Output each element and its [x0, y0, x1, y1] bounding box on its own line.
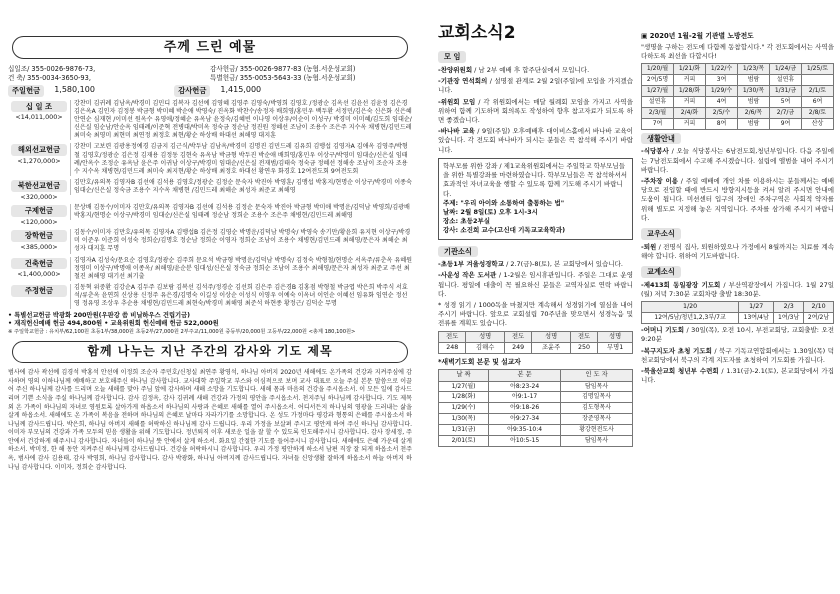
reading-table [438, 331, 633, 355]
service-row [642, 118, 834, 129]
service-cell: 2/4/화 [674, 108, 706, 119]
service-cell: 2/8/토 [802, 108, 834, 119]
section-members: 교우소식 [641, 228, 681, 240]
roster-row [439, 436, 633, 447]
service-cell: 1/23/목 [738, 64, 770, 75]
service-cell: 범람 [738, 97, 770, 108]
roster-cell: 1/28(화) [439, 392, 489, 403]
account-b: 특별헌금/ 355-0053-5643-33 (농협.서운성교회) [210, 74, 356, 83]
service-title: ▣ 2020년 1월-2월 기관별 노방전도 [641, 32, 754, 40]
stat-header: 전도 [570, 331, 597, 342]
group-label: 장학헌금 [11, 230, 67, 242]
group-label: 해외선교헌금 [11, 144, 67, 156]
service-cell: 1/31/금 [770, 86, 802, 97]
lecture-speaker: 강사: 소진희 교수(고신대 기독교교육학과) [443, 226, 566, 235]
service-cell [802, 75, 834, 86]
service-cell: 5여 [770, 97, 802, 108]
members-list [641, 243, 834, 261]
church-world-item: -북울산교회 청년부 수련회 / 1.31(금)-2.1(토), 본교회당에서 가집니다. [641, 367, 834, 385]
service-cell: 4여 [706, 97, 738, 108]
roster-cell: 1/27(월) [439, 381, 489, 392]
roster-cell: 아10:5-15 [489, 436, 561, 447]
roster-row [439, 392, 633, 403]
group-label: 건축헌금 [11, 258, 67, 270]
service-table [641, 63, 834, 129]
note-line: ※ 주일학교헌금 : 유치부/62,100원 초등1부/38,000원 초등2부/27,000원 2부주교/11,000원 중등부/20,000원 고등부/22,000원 <총계 180,100원> [8, 329, 356, 336]
moim-item-head: -위원회 모임 [438, 97, 476, 106]
offering-group [8, 143, 412, 176]
section-life: 생활안내 [641, 133, 681, 145]
group-amount: <320,000> [20, 192, 58, 201]
moim-item: -찬양위원회 / 남 2부 예배 후 합주단실에서 모입니다. [438, 65, 590, 74]
service-cell: 1/28/화 [674, 86, 706, 97]
group-names: 김만호/유의목 김영자B 김선애 김석용 김영호/정광순 김정순 문숙자 박진아 박영훈/ 김맹섭 박홍지/현명순 이상구/박경미 이종숙 임대순/신은실 정숙금 조용수 지수옥 채병현 /김민드레 최해순 최성자 최준교 최해영 [70, 179, 412, 195]
group-header [8, 100, 70, 122]
lecture-place: 장소: 초등2부실 [443, 217, 491, 226]
prayer-cell: 12여/5남/청년1,2,3부/7교 [642, 313, 739, 324]
service-cell: 1/21/화 [674, 64, 706, 75]
roster-header: 인 도 자 [561, 370, 633, 381]
dawn-prayer-table [438, 369, 633, 447]
roster-cell: 아9:35-10:4 [489, 425, 561, 436]
prayer-rotation-table [641, 301, 834, 324]
roster-row [439, 414, 633, 425]
group-label: 십 일 조 [11, 101, 67, 113]
roster-row [439, 381, 633, 392]
group-header [8, 179, 70, 201]
service-row [642, 86, 834, 97]
church-world-item: -제413회 동일광장 기도회 / 부산역광장에서 가집니다. 1월 27일(월) 저녁 7:30분 교회차량 출발 18:30분. [641, 280, 834, 298]
church-world-item-head: -제413회 동일광장 기도회 [641, 280, 721, 289]
group-header [8, 257, 70, 279]
prayer-header: 1/20 [642, 301, 739, 312]
life-list [641, 147, 834, 223]
stat-header: 성명 [598, 331, 633, 342]
service-cell: 8여 [706, 118, 738, 129]
service-cell: 3여 [706, 75, 738, 86]
account-a: 십일조/ 355-0026-9876-73, [8, 65, 96, 74]
roster-header: 날 짜 [439, 370, 489, 381]
right-page [430, 0, 840, 594]
total-label-sunday: 주일헌금 [8, 85, 44, 97]
service-cell: 1/30/목 [738, 86, 770, 97]
lecture-topic: 주제: "우리 아이와 소통하여 출통하는 법" [443, 198, 565, 207]
service-row [642, 75, 834, 86]
group-names: 김영자A 김성숙/문요순 김영호/정광순 김주희 문요석 박금형 박명운/김덕남 박명숙/ 김정숙 박형철/현명순 서옥주/류춘옥 유혜원 정영미 이상구/박명애 이종옥/ 최해영/윤순분 임대성/신은실 정숙금 정희순 조남이 조용수 최해영/문은자 최성자 최준교 주선 최철진 최해영 대기선 최기출 [70, 257, 412, 281]
service-cell: 1/25/토 [802, 64, 834, 75]
group-amount: <14,011,000> [15, 113, 63, 122]
service-intro: "생명을 구하는 전도에 다함께 동참합시다." 각 전도회에서는 사역을 다하도록 최선을 다합시다! [641, 42, 834, 61]
prayer-cell: 13여/4남 [739, 313, 774, 324]
moim-item: -기관장 연석회의 / 설명절 관계로 2월 2일(주일)에 모입을 가지겠습니다. [438, 77, 633, 95]
roster-cell: 2/01(토) [439, 436, 489, 447]
right-col-1 [438, 22, 633, 447]
roster-cell: 담임목사 [561, 436, 633, 447]
roster-cell: 1/29(수) [439, 403, 489, 414]
prayer-header: 2/3 [774, 301, 804, 312]
group-amount: <385,000> [20, 242, 58, 251]
group-header [8, 143, 70, 165]
roster-row [439, 425, 633, 436]
total-amount-thanks: 1,415,000 [220, 85, 262, 95]
stat-header: 전도 [504, 331, 531, 342]
roster-cell: 아9:18-26 [489, 403, 561, 414]
group-names: 김동혁 위중환 김강순A 김두주 김보람 김복선 김석주/정경순 김선희 김은주 김은경B 김홍점 박형철 박금엽 박은희 박주식 서효석/류춘옥 윤연희 신상용 신정주 유은경/김명숙 이길성 이상순 이성식 이영우 이예숙 이옥녀 이인순 이혜선 임유화 임연순 정선영 정유영 조상우 추순용 채병현/김민드레 최현숙/박경미 최해영 최준석 하현종 황정근/ 김덕순 무명 [70, 284, 412, 308]
service-cell: 2/3/월 [642, 108, 674, 119]
roster-cell: 아8:23-24 [489, 381, 561, 392]
stat-cell: 무명1 [598, 342, 633, 353]
church-world-item: -복구지도자 초청 기도회 / 북구 기독교연합회에서는 1.30일(목) 덕천교회당에서 북구의 각계 지도자를 초청하여 기도회를 가집니다. [641, 346, 834, 364]
group-header [8, 284, 70, 297]
service-cell: 커피 [674, 75, 706, 86]
roster-cell: 1/31(금) [439, 425, 489, 436]
service-cell: 1/22/수 [706, 64, 738, 75]
account-row [8, 74, 412, 83]
service-cell: 2/1/토 [802, 86, 834, 97]
offering-group [8, 284, 412, 308]
stat-cell: 248 [439, 342, 466, 353]
life-item-head: -식당봉사 [641, 147, 669, 156]
group-names: 문상배 김동수/이미자 김만호/유의목 김영자B 김선애 김석용 김정순 문숙자 박진아 박금형 박미애 박명운/김덕남 박영희/김광배 박홍지/현명순 이상구/박경미 임대순/신은실 임태례 정순남 정희순 조용수 조은주 채병현/김민드레 최해영 [70, 204, 412, 220]
service-cell: 1/20/월 [642, 64, 674, 75]
essay-title: 함께 나누는 지난 주간의 감사와 기도 제목 [12, 341, 408, 363]
roster-cell: 아9:27-34 [489, 414, 561, 425]
total-amount-sunday: 1,580,100 [54, 85, 95, 95]
offering-group [8, 229, 412, 253]
right-col-2 [641, 28, 834, 447]
section-church-world: 교계소식 [641, 266, 681, 278]
totals-row [8, 85, 412, 97]
service-cell: 커피 [674, 118, 706, 129]
church-world-item-head: -어머니 기도회 [641, 326, 685, 335]
offering-notes [8, 312, 412, 337]
roster-cell: 아9:1-17 [489, 392, 561, 403]
service-row [642, 108, 834, 119]
stat-header: 성명 [466, 331, 504, 342]
group-names: 김동수/이미자 김만호/유의목 김영자A 김맹섭B 김은정 김영순 박명운/김덕남 박명숙/ 박영숙 송기만/황윤희 유지현 이상구/박경미 이준우 이준희 이성숙 정희순/김명호 정순남 정희순 이영자 정희순 조남이 조용수 채병현/김민드레 최해영/문은자 최해순 최성자 대지훈 무명 [70, 229, 412, 253]
roster-cell: 김도형목사 [561, 403, 633, 414]
prayer-header: 1/27 [739, 301, 774, 312]
group-label: 구제헌금 [11, 205, 67, 217]
bible-reading-note: * 성경 읽기 / 1000독을 마쳤지만 계속해서 성경읽기에 열심을 내어 주시기 바랍니다. 앞으로 교회설립 70주년을 맞으면서 성경녹음 및 전류를 계획도 있습니다. [438, 301, 633, 328]
service-cell: 2/7/금 [770, 108, 802, 119]
moim-item-head: -기관장 연석회의 [438, 77, 488, 86]
member-item-head: -퇴원 [641, 242, 657, 251]
stat-cell: 249 [504, 342, 531, 353]
service-cell: 산상 [802, 118, 834, 129]
group-names: 강찬미 고보련 김광용정예경 김금지 김근식/박두남 김남옥/박경미 김명진 김민드레 김유희 김맹섭 김영자A 김애옥 김영주/박형철 김영호/정광순 김은정 김재용 김정동 김현숙 유옥남 박금형 박두진 박순애 배희영/홍민우 이상구/박영미 임대순/신은실 임태례/안옥수 조정순 유옥남 윤은주 이귀남 이상구/박경미 임대순/신은실 전재범/김태숙 정숙금 정혜선 정해송 조남이 조순자 조용수 지수옥 채병현/김민드레 최미숙 최지현/황순 하상배 최정호 하대선 황연우 화경호 12여전도회 9여전도회 [70, 143, 412, 176]
church-world-list [641, 281, 834, 299]
service-cell: 설연휴 [642, 97, 674, 108]
stat-cell: 250 [570, 342, 597, 353]
stat-header: 전도 [439, 331, 466, 342]
giwon-item-head: -초등1부 겨울성경학교 [438, 260, 504, 269]
service-cell: 9여 [770, 118, 802, 129]
prayer-cell: 2여/2남 [804, 313, 834, 324]
lecture-date: 날짜: 2월 8일(토) 오후 1시-3시 [443, 208, 538, 216]
group-amount: <1,270,000> [17, 156, 61, 165]
giwon-item: -초등1부 겨울성경학교 / 2.7(금)-8(토), 본 교회당에서 있습니다. [438, 260, 623, 269]
moim-item: -바나바 교육 / 9일(주일) 오후예배후 대이비스홀에서 바나바 교육이 있습니다. 각 전도회 바나바가 되시는 분들은 꼭 참석해 주시기 바랍니다. [438, 127, 634, 154]
roster-cell: 김명일목사 [561, 392, 633, 403]
account-row [8, 65, 412, 74]
service-cell: 7여 [642, 118, 674, 129]
life-item: -식당봉사 / 오늘 식당봉사는 6남전도회,청년부입니다. 다음 주일에는 7남전도회에서 수고해 주시겠습니다. 설립에 앨범을 내어 주시기 바랍니다. [641, 147, 834, 174]
news-title: 교회소식2 [438, 23, 516, 43]
moim-item-head: -바나바 교육 [438, 127, 475, 136]
note-line: • 재직헌신예배 헌금 494,800원 • 교육위원회 헌신예배 헌금 522,000원 [8, 320, 219, 328]
stat-header: 성명 [532, 331, 570, 342]
total-label-thanks: 감사헌금 [174, 85, 210, 97]
service-row [642, 64, 834, 75]
service-cell: 범람 [738, 118, 770, 129]
stat-cell: 조윤주 [532, 342, 570, 353]
service-cell: 6여 [802, 97, 834, 108]
parent-lecture-box [438, 158, 633, 240]
prayer-header: 2/10 [804, 301, 834, 312]
moim-item-head: -찬양위원회 [438, 65, 473, 74]
church-world-item-head: -복구지도자 초청 기도회 [641, 346, 712, 355]
service-row [642, 97, 834, 108]
service-cell: 2여/5명 [642, 75, 674, 86]
roster-cell: 황강현전도사 [561, 425, 633, 436]
service-cell: 1/29/수 [706, 86, 738, 97]
roster-row [439, 403, 633, 414]
offering-groups [8, 100, 412, 309]
account-a: 건 축/ 355-0034-3650-93, [8, 74, 91, 83]
service-cell: 커피 [674, 97, 706, 108]
note-line: • 특별선교헌금 박광화 200만원(우판강 씀 비닐하우스 건립기금) [8, 311, 191, 319]
life-item: -주차장 이용 / 주일 예배에 개인 차를 이용하시는 분들께서는 예배당으로 진입할 때에 반드시 방향지시등을 켜서 알려 주시면 안내에 도움이 됩니다. 미션센터 입구의 장애인 주차구역은 사회적 약자를 위해 별도로 지정해 놓은 지역입니다. 주차를 삼가해 주시기 바랍니다. [641, 177, 834, 222]
service-cell: 1/24/금 [770, 64, 802, 75]
lecture-intro: 학부모를 위한 강좌 / 제1교육위원회에서는 주일학교 학부모님들을 위한 특별강좌를 마련하였습니다. 학부모님들은 꼭 참석하셔서 효과적인 자녀교육을 행할 수 있도록 함께 기도해 주시기 바랍니다. [443, 161, 627, 198]
account-b: 감사헌금/ 355-0026-9877-83 (농협.서운성교회) [210, 65, 356, 74]
service-cell: 2/5/수 [706, 108, 738, 119]
service-cell: 설연휴 [770, 75, 802, 86]
offering-group [8, 179, 412, 201]
group-label: 북한선교헌금 [11, 180, 67, 192]
roster-cell: 담임목사 [561, 381, 633, 392]
church-world-item: -어머니 기도회 / 30일(목), 오전 10시, 부전교회당, 교회출발: 오전 9:20분 [641, 326, 834, 344]
group-label: 주정헌금 [11, 285, 67, 297]
roster-title: *새벽기도회 본문 및 설교자 [438, 358, 521, 367]
life-item-head: -주차장 이용 [641, 177, 679, 185]
moim-list [438, 66, 633, 155]
prayer-cell: 1여/3남 [774, 313, 804, 324]
offering-group [8, 204, 412, 226]
group-header [8, 204, 70, 226]
offerings-title: 주께 드린 예물 [12, 36, 408, 59]
service-cell: 범람 [738, 75, 770, 86]
giwon-item: -사운성 작은 도서관 / 1-2월은 임시휴관입니다. 주일은 그대로 운영됩니다. 평일에 대출이 꼭 필요하신 분들은 교역자실로 연락 바랍니다. [438, 271, 633, 298]
section-moim: 모 임 [438, 51, 466, 63]
giwon-item-head: -사운성 작은 도서관 [438, 271, 497, 280]
moim-item: -위원회 모임 / 각 위원회에서는 매달 월례회 모임을 가지고 사역을 위하여 함께 기도하며 회의록도 작성하여 향후 참고자료가 되도록 하면 좋겠습니다. [438, 97, 633, 125]
church-world-list-2 [641, 326, 834, 385]
offering-group [8, 100, 412, 141]
roster-header: 본 문 [489, 370, 561, 381]
service-cell: 2/6/목 [738, 108, 770, 119]
giwon-list [438, 260, 633, 299]
group-amount: <1,400,000> [17, 270, 61, 279]
group-names: 강찬미 김귀례 김남옥/박경미 김민디 김복자 김선예 김영혜 김영주 김영숙/박영희 김영호 /정광순 김옥선 김윤선 김윤정 김은경 김은옥A 김인자 김정봉 박금형 박미혜 박순애 박영숙/ 진옥화 박찬수/송정자 배희영/홍민우 백두환 서정민/김은숙 신은화 신은혜 안연순 심재현 /이미선 원옥수 유영애/정혜순 유옥남 윤정숙/김혜빈 이나영 이상우/이순이 이성구/ 박경미 이미혜/김도희 임대순/신은실 임순남/안순옥 임태례/이준혁 전병대/박미옥 정숙금 정순남 정진원 정혜선 조남이 조용수 조은주 지수옥 채병현/김민드레 최미숙 최영미 최현미 최연정 최정호 최현/황순 하상배 하대선 최해영 대지훈 [70, 100, 412, 141]
offering-group [8, 257, 412, 281]
roster-cell: 1/30(목) [439, 414, 489, 425]
service-cell: 1/27/월 [642, 86, 674, 97]
member-item: -퇴원 / 전명식 집사, 퇴원하였으나 가정에서 8월까지는 치료를 계속해야 합니다. 위하여 기도바랍니다. [641, 242, 834, 260]
thanks-essay: 범사에 감사 곽선예 김경석 박홍석 안선애 이정희 조순자 주민호/신청실 최연주 황영석, 하나님 아버지 2020년 새해에도 온가족의 건강과 지켜주심에 감사하며 영의 이하나님께 예배하고 보호해주신 하나님 감사합니다. 교사대학 주일학교 부스와 이심적으로 보며 교사 대표로 오늘 주실 본문 말씀으로 이끌어 주신 하나님께 감사를 드리며 오늘 새해를 맞아 주님 앞에 감사하며 새해 소망을 기도합니다. 새해 몸과 마음의 건강을 주시옵소서. 이 모든 일에 감사드리며 기쁜 소식을 주실 하나님께 감사합니다. 감사 김정옥, 감사 김귀례 새해 건강과 가정의 평안을 주시옵소서. 천지주님 하나님께 감사합니다. 기도 제목 외 온 가족이 하나님의 자녀로 영원토록 살아가게 하옵소서 하나님의 사랑과 은혜로 새해를 열어 주시옵소서. 어디서든지 하나님의 영광을 드러내는 삶을 살게 하옵소서. 새해에도 온 가족이 복음을 전하며 하나님의 은혜로 날마다 자라가기를 소망합니다. 온 성도 가정마다 평강과 형통의 은혜를 주시옵소서 하나님께 감사드립니다. 박은희, 하나님 아버지 새해를 허락하신 하나님께 감사 드립니다. 우리 가정을 보살펴 주시고 평안케 하여 주신 하나님 감사합니다. 이미자 부모님의 건강과 가족 모두의 믿음 생활을 위해 기도합니다. 정년퇴직 이후 새로운 일을 잘 할 수 있도록 인도해주시니 감사합니다. 감사 장세정, 주 안에서 건강하게 해주시니 감사합니다. 자녀들이 하나님 뜻 안에서 살게 하소서. 화요일 간절한 기도를 들어주시니 감사합니다. 새해에도 은혜 가운데 살게 하소서. 박미정, 한 해 동안 지켜주신 하나님께 감사드립니다. 건강을 허락하시니 감사합니다. 우리 가정 평안하게 하소서 남편 직장 잘 되게 하옵소서 천주옥, 범사에 감사 김용태, 감사 박영희, 하나님 감사합니다. 감사 박광화, 하나님 아버지께 감사드립니다. 자녀들 신앙생활 잘하게 하옵소서 하늘 아버지 하나님 감사합니다. 이미자, 정희순 감사합니다. [8, 369, 412, 471]
account-list [8, 65, 412, 83]
roster-cell: 장준영목사 [561, 414, 633, 425]
group-header [8, 229, 70, 251]
stat-cell: 김해수 [466, 342, 504, 353]
church-world-item-head: -북울산교회 청년부 수련회 [641, 367, 719, 376]
section-giwon: 기관소식 [438, 246, 478, 258]
group-amount: <120,000> [20, 217, 58, 226]
